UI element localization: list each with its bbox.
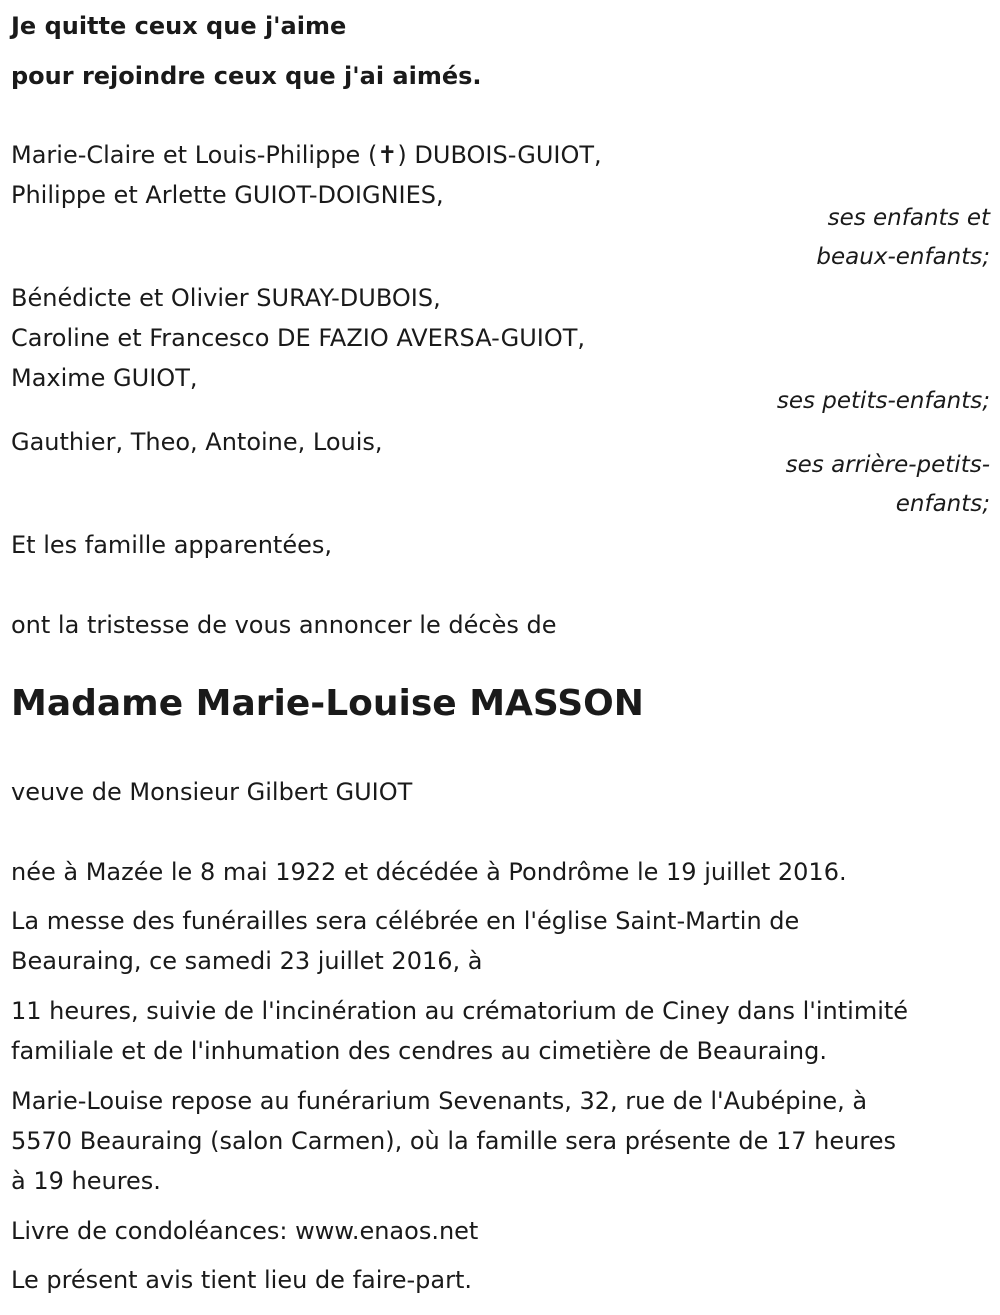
announce-line: ont la tristesse de vous annoncer le décès de: [11, 611, 557, 639]
widow-of-line: veuve de Monsieur Gilbert GUIOT: [11, 778, 413, 806]
relatives-line: Et les famille apparentées,: [11, 531, 332, 559]
great-grandchildren-label-2: enfants;: [895, 491, 990, 517]
children-label-2: beaux-enfants;: [816, 244, 990, 270]
deceased-name: Madame Marie-Louise MASSON: [11, 683, 644, 724]
rests-line-2: 5570 Beauraing (salon Carmen), où la famille sera présente de 17 heures: [11, 1127, 896, 1155]
grandchildren-label: ses petits-enfants;: [776, 388, 990, 414]
mass-line-1: La messe des funérailles sera célébrée en l'église Saint-Martin de: [11, 907, 800, 935]
mass-line-2: Beauraing, ce samedi 23 juillet 2016, à: [11, 947, 483, 975]
condolences-line: Livre de condoléances: www.enaos.net: [11, 1217, 479, 1245]
children-line-2: Philippe et Arlette GUIOT-DOIGNIES,: [11, 181, 444, 209]
quote-line-1: Je quitte ceux que j'aime: [11, 12, 347, 40]
birth-death-line: née à Mazée le 8 mai 1922 et décédée à Pondrôme le 19 juillet 2016.: [11, 858, 847, 886]
quote-line-2: pour rejoindre ceux que j'ai aimés.: [11, 62, 482, 90]
great-grandchildren-label-1: ses arrière-petits-: [785, 452, 990, 478]
grandchildren-line-1: Bénédicte et Olivier SURAY-DUBOIS,: [11, 284, 441, 312]
rests-line-3: à 19 heures.: [11, 1167, 161, 1195]
notice-line: Le présent avis tient lieu de faire-part.: [11, 1266, 473, 1294]
grandchildren-line-2: Caroline et Francesco DE FAZIO AVERSA-GUIOT,: [11, 324, 586, 352]
children-line-1: Marie-Claire et Louis-Philippe (✝) DUBOIS-GUIOT,: [11, 141, 602, 169]
great-grandchildren-line: Gauthier, Theo, Antoine, Louis,: [11, 428, 383, 456]
grandchildren-line-3: Maxime GUIOT,: [11, 364, 198, 392]
rests-line-1: Marie-Louise repose au funérarium Sevenants, 32, rue de l'Aubépine, à: [11, 1087, 868, 1115]
children-label-1: ses enfants et: [827, 205, 990, 231]
cremation-line-1: 11 heures, suivie de l'incinération au crématorium de Ciney dans l'intimité: [11, 997, 909, 1025]
cremation-line-2: familiale et de l'inhumation des cendres au cimetière de Beauraing.: [11, 1037, 827, 1065]
